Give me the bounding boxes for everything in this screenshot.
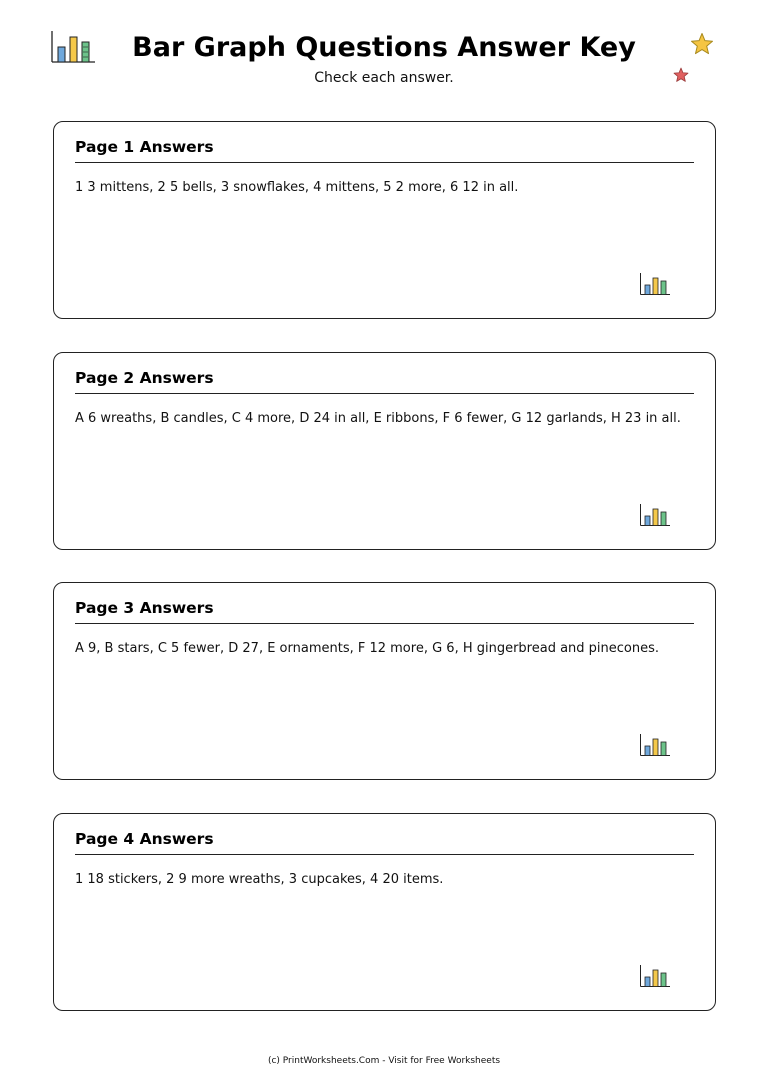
answer-card (53, 352, 716, 550)
divider (75, 393, 694, 394)
card-title: Page 4 Answers (75, 830, 214, 848)
card-answers: 1 18 stickers, 2 9 more wreaths, 3 cupcakes, 4 20 items. (75, 872, 444, 887)
divider (75, 623, 694, 624)
star-icon (690, 32, 714, 56)
card-answers: A 9, B stars, C 5 fewer, D 27, E ornaments, F 12 more, G 6, H gingerbread and pinecones. (75, 641, 660, 656)
answer-card (53, 121, 716, 319)
bar-chart-icon (639, 503, 671, 527)
page-title: Bar Graph Questions Answer Key (132, 32, 636, 63)
card-title: Page 2 Answers (75, 369, 214, 387)
bar-chart-icon (639, 733, 671, 757)
star-icon (673, 67, 689, 83)
bar-chart-icon (639, 964, 671, 988)
divider (75, 854, 694, 855)
card-answers: A 6 wreaths, B candles, C 4 more, D 24 in all, E ribbons, F 6 fewer, G 12 garlands, H 23 in all. (75, 411, 681, 426)
card-title: Page 1 Answers (75, 138, 214, 156)
card-title: Page 3 Answers (75, 599, 214, 617)
card-answers: 1 3 mittens, 2 5 bells, 3 snowflakes, 4 mittens, 5 2 more, 6 12 in all. (75, 180, 519, 195)
footer-credit: (c) PrintWorksheets.Com - Visit for Free Worksheets (267, 1056, 501, 1066)
divider (75, 162, 694, 163)
answer-card (53, 582, 716, 780)
bar-chart-icon (639, 272, 671, 296)
answer-card (53, 813, 716, 1011)
page-subtitle: Check each answer. (314, 70, 454, 86)
